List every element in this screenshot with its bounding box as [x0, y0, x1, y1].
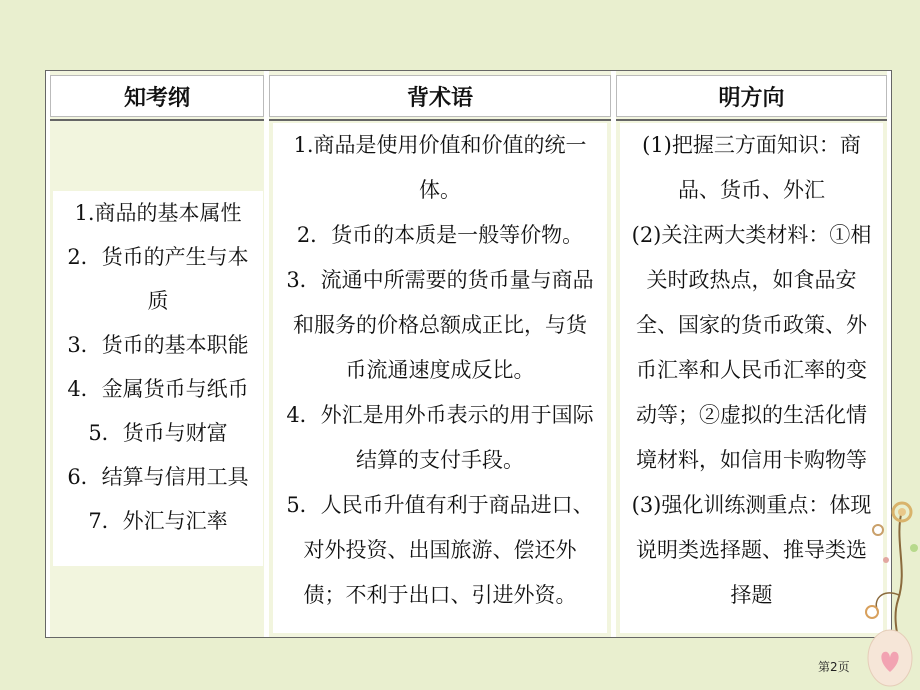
terms-cell	[273, 123, 607, 633]
page-number: 第2页	[818, 660, 850, 674]
header-syllabus: 知考纲	[50, 75, 264, 117]
terms-line: 2．货币的本质是一般等价物。	[296, 223, 584, 247]
direction-line: (2)关注两大类材料：①相	[631, 223, 872, 247]
syllabus-line: 质	[147, 289, 169, 313]
header-direction: 明方向	[616, 75, 887, 117]
direction-line: (3)强化训练测重点：体现	[631, 493, 872, 517]
terms-line: 3．流通中所需要的货币量与商品	[286, 268, 594, 292]
terms-line: 币流通速度成反比。	[345, 358, 535, 382]
header-divider	[50, 119, 264, 121]
direction-line: 说明类选择题、推导类选	[636, 538, 867, 562]
syllabus-line: 3．货币的基本职能	[67, 333, 249, 357]
direction-line: 币汇率和人民币汇率的变	[636, 358, 867, 382]
syllabus-table	[45, 70, 892, 638]
header-terms: 背术语	[269, 75, 611, 117]
flower-decoration	[842, 500, 920, 690]
syllabus-line: 1.商品的基本属性	[74, 201, 242, 225]
direction-line: 全、国家的货币政策、外	[636, 313, 867, 337]
header-divider	[269, 119, 611, 121]
terms-line: 结算的支付手段。	[356, 448, 524, 472]
direction-line: 动等；②虚拟的生活化情	[636, 403, 867, 427]
direction-line: (1)把握三方面知识：商	[642, 133, 861, 157]
direction-line: 境材料，如信用卡购物等	[636, 448, 867, 472]
syllabus-line: 7．外汇与汇率	[88, 509, 228, 533]
terms-line: 对外投资、出国旅游、偿还外	[303, 538, 577, 562]
direction-line: 品、货币、外汇	[678, 178, 825, 202]
terms-line: 4．外汇是用外币表示的用于国际	[286, 403, 594, 427]
header-divider	[616, 119, 887, 121]
terms-line: 体。	[419, 178, 461, 202]
syllabus-cell	[53, 191, 263, 566]
syllabus-line: 4．金属货币与纸币	[67, 377, 249, 401]
syllabus-line: 2．货币的产生与本	[67, 245, 249, 269]
syllabus-line: 6．结算与信用工具	[67, 465, 249, 489]
terms-line: 债；不利于出口、引进外资。	[303, 583, 577, 607]
direction-line: 择题	[730, 583, 773, 607]
terms-line: 和服务的价格总额成正比，与货	[293, 313, 587, 337]
direction-line: 关时政热点，如食品安	[646, 268, 857, 292]
terms-line: 5．人民币升值有利于商品进口、	[286, 493, 594, 517]
terms-line: 1.商品是使用价值和价值的统一	[293, 133, 587, 157]
column-terms	[269, 71, 611, 637]
syllabus-line: 5．货币与财富	[88, 421, 228, 445]
